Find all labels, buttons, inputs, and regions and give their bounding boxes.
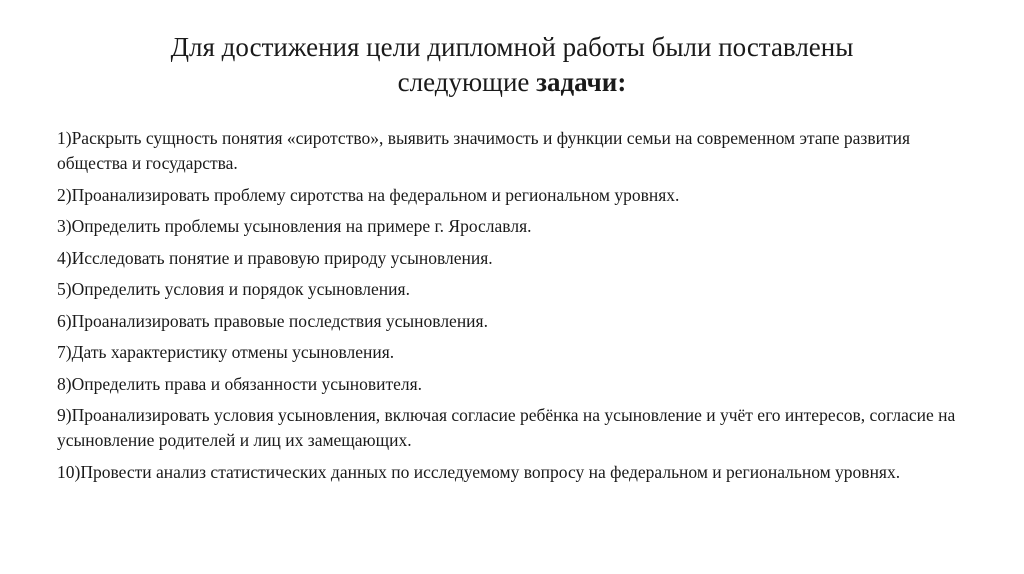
task-item-5: 5)Определить условия и порядок усыновления. [57, 279, 410, 299]
task-item-2: 2)Проанализировать проблему сиротства на федеральном и региональном уровнях. [57, 184, 680, 205]
task-item-8: 8)Определить права и обязанности усыновителя. [57, 373, 423, 394]
title-line-2-bold: задачи: [536, 67, 627, 97]
task-item-1: 1)Раскрыть сущность понятия «сиротство», выявить значимость и функции семьи на современном этапе развития общества и государства. [57, 128, 911, 173]
task-item-3: 3)Определить проблемы усыновления на примере г. Ярославля. [57, 216, 532, 236]
task-item-10: 10)Провести анализ статистических данных по исследуемому вопросу на федеральном и региональном уровнях. [57, 461, 901, 482]
slide-title [60, 30, 964, 100]
title-line-1: Для достижения цели дипломной работы были поставлены [170, 32, 854, 62]
task-list [57, 126, 977, 491]
task-item-9: 9)Проанализировать условия усыновления, включая согласие ребёнка на усыновление и учёт его интересов, согласие на усыновление родителей и лиц их замещающих. [57, 405, 956, 450]
title-line-2-prefix: следующие [397, 67, 537, 97]
task-item-4: 4)Исследовать понятие и правовую природу усыновления. [57, 247, 493, 268]
task-item-7: 7)Дать характеристику отмены усыновления. [57, 342, 395, 362]
task-item-6: 6)Проанализировать правовые последствия усыновления. [57, 310, 488, 331]
